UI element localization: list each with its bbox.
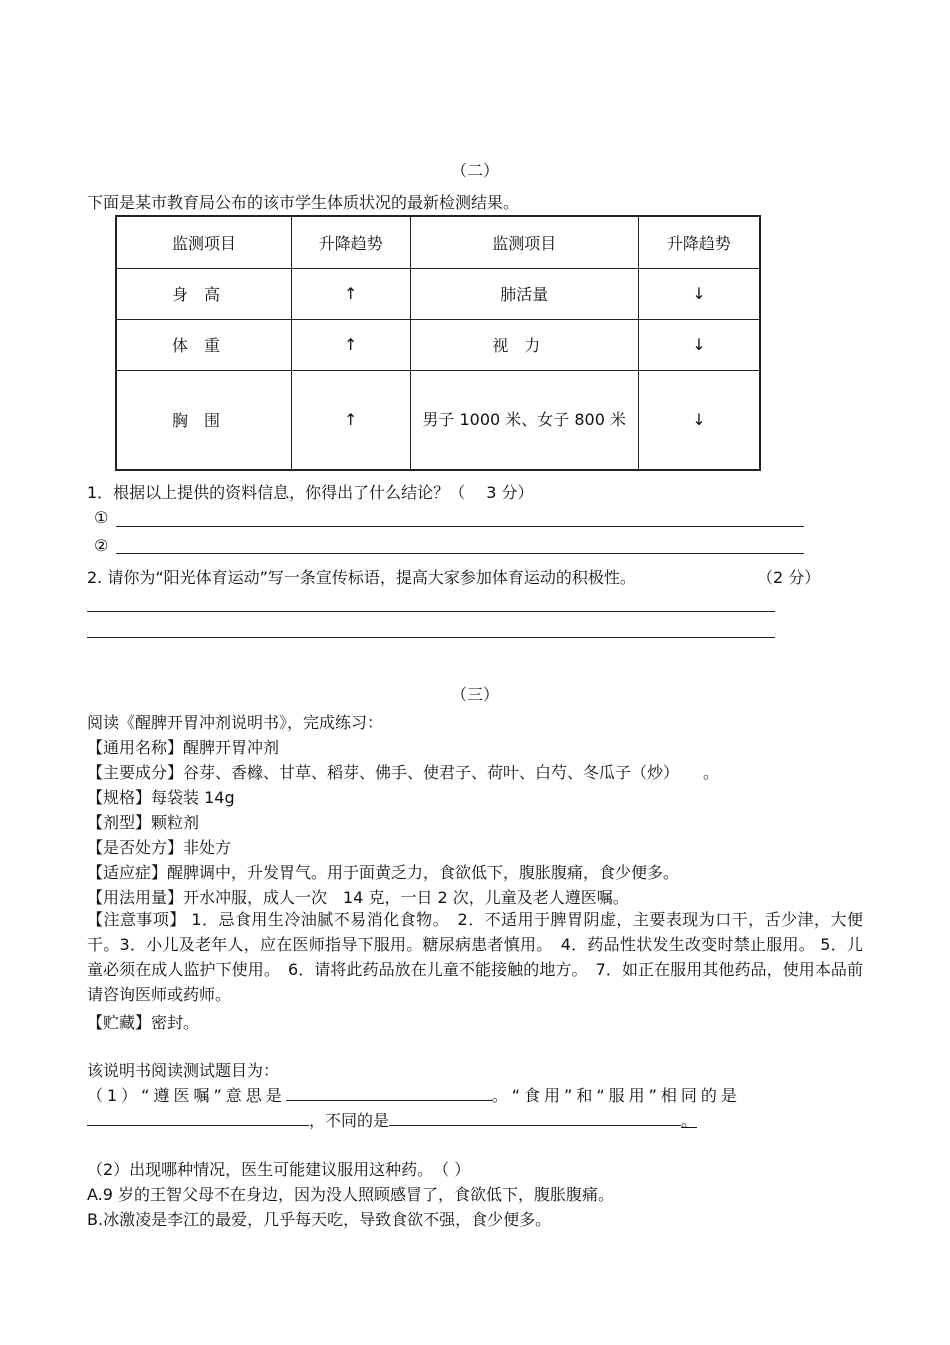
answer-mark-1: ① xyxy=(94,508,109,527)
table-row xyxy=(116,370,760,470)
test-question-2: （2）出现哪种情况，医生可能建议服用这种药。 （ ） xyxy=(87,1160,471,1179)
answer-blank[interactable] xyxy=(87,1109,309,1126)
section2-question-1: 1．根据以上提供的资料信息，你得出了什么结论？（ 3 分） xyxy=(87,483,534,502)
answer-line[interactable] xyxy=(116,526,804,527)
table-header-cell: 监测项目 xyxy=(410,216,638,268)
answer-blank[interactable] xyxy=(389,1109,681,1126)
trend-down-icon: ↓ xyxy=(638,370,760,470)
question-text: 。“食用”和“服用”相同的是 xyxy=(491,1086,741,1105)
table-header-row xyxy=(116,216,760,268)
manual-item: 【通用名称】醒脾开胃冲剂 xyxy=(87,738,280,757)
table-row xyxy=(116,268,760,319)
fitness-table xyxy=(115,215,761,471)
table-cell: 肺活量 xyxy=(410,268,638,319)
manual-notice: 【注意事项】 1．忌食用生冷油腻不易消化食物。 2．不适用于脾胃阴虚，主要表现为口干，舌少津，大便干。3．小儿及老年人，应在医师指导下服用。糖尿病患者慎用。 4．药品性状发生改变时禁止服用。 5．儿童必须在成人监护下使用。 6．请将此药品放在儿童不能接触的地方。 7．如正在服用其他药品，使用本品前请咨询医师或药师。 xyxy=(87,910,863,1004)
option-a[interactable]: A.9 岁的王智父母不在身边，因为没人照顾感冒了，食欲低下，腹胀腹痛。 xyxy=(87,1185,615,1204)
manual-item: 【剂型】颗粒剂 xyxy=(87,813,200,832)
trend-up-icon: ↑ xyxy=(291,319,410,370)
manual-storage: 【贮藏】密封。 xyxy=(87,1013,200,1032)
test-question-1-line2 xyxy=(87,1108,697,1131)
trend-down-icon: ↓ xyxy=(638,319,760,370)
manual-item: 【是否处方】非处方 xyxy=(87,838,232,857)
table-header-cell: 升降趋势 xyxy=(638,216,760,268)
section3-intro: 阅读《醒脾开胃冲剂说明书》，完成练习： xyxy=(87,713,384,732)
question-text: （1）“遵医嘱”意思是 xyxy=(87,1086,286,1105)
table-cell: 身高 xyxy=(116,268,291,319)
table-cell: 体重 xyxy=(116,319,291,370)
answer-line[interactable] xyxy=(87,611,775,612)
question-text: ，不同的是 xyxy=(309,1111,390,1130)
trend-up-icon: ↑ xyxy=(291,268,410,319)
section3-heading: （三） xyxy=(450,685,499,704)
manual-item: 【主要成分】谷芽、香橼、甘草、稻芽、佛手、使君子、荷叶、白芍、冬瓜子（炒） 。 xyxy=(87,763,720,782)
answer-line[interactable] xyxy=(87,637,775,638)
table-cell: 男子 1000 米、女子 800 米 xyxy=(410,370,638,470)
table-row xyxy=(116,319,760,370)
option-b[interactable]: B.冰激凌是李江的最爱，几乎每天吃，导致食欲不强，食少便多。 xyxy=(87,1210,552,1229)
test-question-1-line1 xyxy=(87,1083,741,1106)
table-header-cell: 升降趋势 xyxy=(291,216,410,268)
section2-heading: （二） xyxy=(450,161,499,180)
test-intro: 该说明书阅读测试题目为： xyxy=(87,1061,280,1080)
section2-question-2-score: （2 分） xyxy=(757,568,821,587)
question-text: 。 xyxy=(681,1111,698,1130)
section2-intro: 下面是某市教育局公布的该市学生体质状况的最新检测结果。 xyxy=(87,193,520,212)
answer-line[interactable] xyxy=(116,553,804,554)
table-cell: 胸围 xyxy=(116,370,291,470)
manual-item: 【适应症】醒脾调中，升发胃气。用于面黄乏力，食欲低下，腹胀腹痛，食少便多。 xyxy=(87,863,680,882)
table-header-cell: 监测项目 xyxy=(116,216,291,268)
table-cell: 视力 xyxy=(410,319,638,370)
section2-question-2: 2. 请你为“阳光体育运动”写一条宣传标语，提高大家参加体育运动的积极性。 xyxy=(87,568,636,587)
answer-mark-2: ② xyxy=(94,536,109,555)
trend-up-icon: ↑ xyxy=(291,370,410,470)
trend-down-icon: ↓ xyxy=(638,268,760,319)
manual-item: 【规格】每袋装 14g xyxy=(87,788,235,807)
manual-item: 【用法用量】开水冲服，成人一次 14 克，一日 2 次，儿童及老人遵医嘱。 xyxy=(87,888,629,907)
answer-blank[interactable] xyxy=(286,1084,492,1101)
